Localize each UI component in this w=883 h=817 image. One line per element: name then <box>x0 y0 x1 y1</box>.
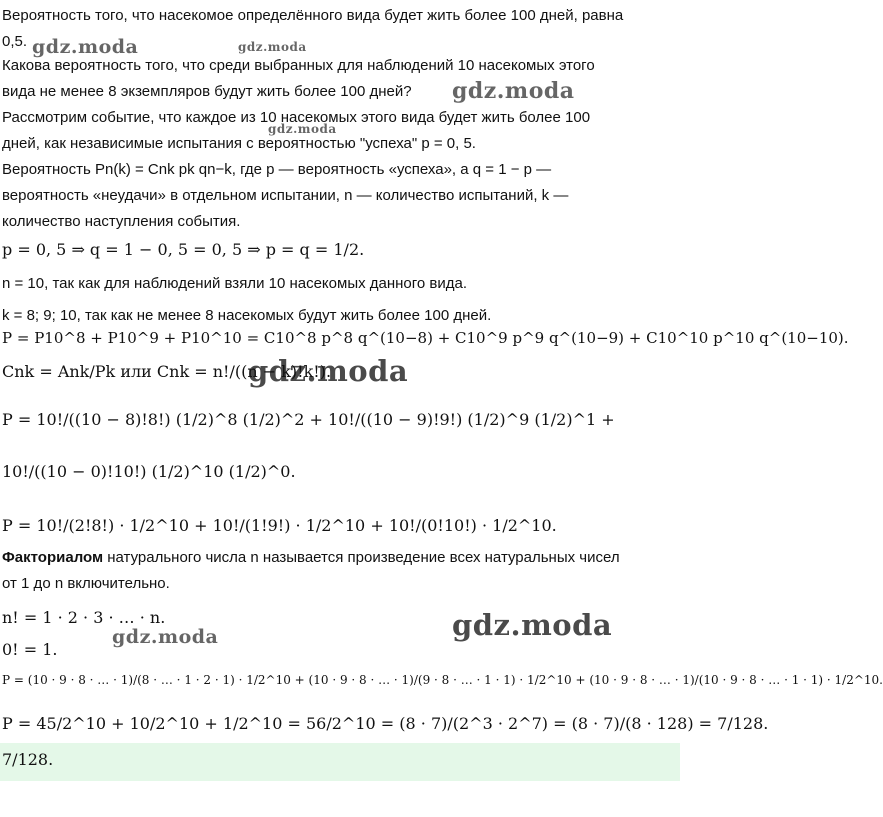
solution-line-5: количество наступления события. <box>2 213 241 230</box>
problem-line-2: 0,5. <box>2 33 28 50</box>
factorial-term: Факториалом <box>2 549 104 566</box>
problem-line-4: вида не менее 8 экземпляров будут жить более 100 дней? <box>2 83 412 100</box>
factorial-definition-2: от 1 до n включительно. <box>2 575 170 592</box>
solution-line-2: дней, как независимые испытания с вероятностью "успеха" p = 0, 5. <box>2 135 476 152</box>
expanded-probability-2: 10!/((10 − 0)!10!) (1/2)^10 (1/2)^0. <box>2 462 296 481</box>
problem-line-1: Вероятность того, что насекомое определённого вида будет жить более 100 дней, равна <box>2 7 624 24</box>
factorial-equation: n! = 1 · 2 · 3 · … · n. <box>2 608 166 627</box>
factorial-definition-text: натурального числа n называется произведение всех натуральных чисел <box>103 549 620 566</box>
combination-formula: Cnk = Ank/Pk или Cnk = n!/((n − k)!k!). <box>2 362 332 381</box>
p-sum-equation: P = P10^8 + P10^9 + P10^10 = C10^8 p^8 q^(10−8) + C10^9 p^9 q^(10−9) + C10^10 p^10 q^(10−10). <box>2 329 849 347</box>
k-values-line: k = 8; 9; 10, так как не менее 8 насекомых будут жить более 100 дней. <box>2 307 492 324</box>
watermark: gdz.moda <box>112 626 219 648</box>
probability-formula: Вероятность Pn(k) = Cnk pk qn−k, где p — вероятность «успеха», а q = 1 − p — <box>2 161 552 178</box>
watermark: gdz.moda <box>32 36 139 58</box>
watermark: gdz.moda <box>268 122 337 136</box>
factorial-probability: P = 10!/(2!8!) · 1/2^10 + 10!/(1!9!) · 1/2^10 + 10!/(0!10!) · 1/2^10. <box>2 516 557 535</box>
n-value-line: n = 10, так как для наблюдений взяли 10 насекомых данного вида. <box>2 275 468 292</box>
zero-factorial: 0! = 1. <box>2 640 58 659</box>
problem-line-3: Какова вероятность того, что среди выбранных для наблюдений 10 насекомых этого <box>2 57 595 74</box>
factorial-definition <box>2 548 678 568</box>
solution-line-1: Рассмотрим событие, что каждое из 10 насекомых этого вида будет жить более 100 <box>2 109 591 126</box>
p-q-equation: p = 0, 5 ⇒ q = 1 − 0, 5 = 0, 5 ⇒ p = q = 1/2. <box>2 240 365 259</box>
watermark: gdz.moda <box>238 40 307 54</box>
final-computation: P = 45/2^10 + 10/2^10 + 1/2^10 = 56/2^10 = (8 · 7)/(2^3 · 2^7) = (8 · 7)/(8 · 128) = 7/128. <box>2 714 769 733</box>
solution-line-4: вероятность «неудачи» в отдельном испытании, n — количество испытаний, k — <box>2 187 569 204</box>
expanded-probability-1: P = 10!/((10 − 8)!8!) (1/2)^8 (1/2)^2 + 10!/((10 − 9)!9!) (1/2)^9 (1/2)^1 + <box>2 410 615 429</box>
expanded-factorials: P = (10 · 9 · 8 · … · 1)/(8 · … · 1 · 2 · 1) · 1/2^10 + (10 · 9 · 8 · … · 1)/(9 · 8 · … · 1 · 1) · 1/2^10 + (10 · 9 · 8 · … · 1)/(10 · 9 · 8 · … · 1 · 1) · 1/2^10. <box>2 673 883 687</box>
final-answer: 7/128. <box>2 750 54 769</box>
watermark: gdz.moda <box>452 608 613 642</box>
watermark: gdz.moda <box>248 354 409 388</box>
watermark: gdz.moda <box>452 78 575 104</box>
